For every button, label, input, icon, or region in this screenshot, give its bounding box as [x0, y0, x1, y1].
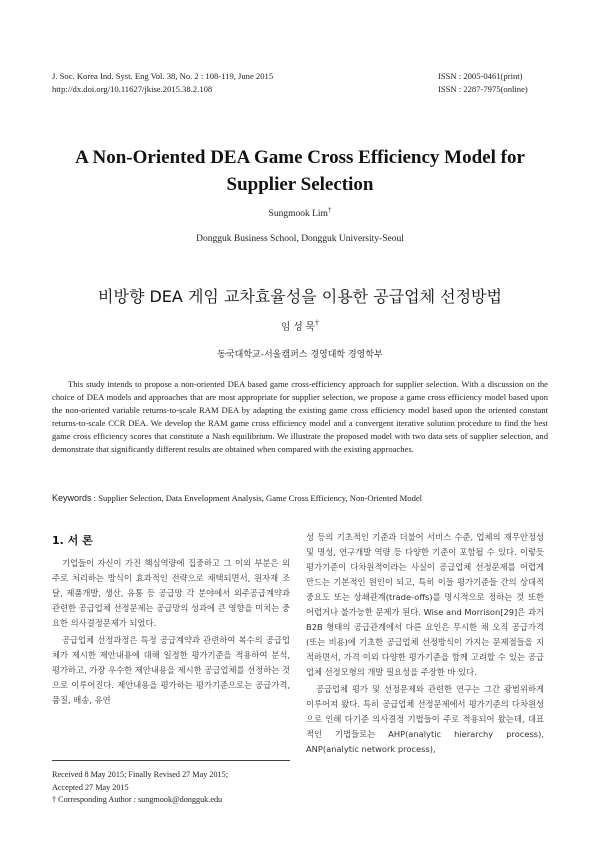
- journal-citation: J. Soc. Korea Ind. Syst. Eng Vol. 38, No. 2 : 108-119, June 2015: [52, 71, 274, 81]
- keywords: [52, 493, 548, 503]
- abstract: This study intends to propose a non-oriented DEA based game cross-efficiency approach for supplier selection. With a discussion on the choice of DEA models and approaches that are most appropriate for supplier selection, we propose a game cross efficiency model based upon the non-oriented variable returns-to-scale RAM DEA by adapting the existing game cross efficiency model based upon the oriented constant returns-to-scale CCR DEA. We develop the RAM game cross efficiency model and a convergent iterative solution procedure to find the best game cross efficiency scores that constitute a Nash equilibrium. We illustrate the proposed model with two data sets of supplier selection, and demonstrate that significantly different results are obtained when compared with the existing approaches.: [52, 379, 548, 454]
- issn-online: ISSN : 2287-7975(online): [438, 84, 528, 94]
- corresponding-author: † Corresponding Author : sungmook@dongguk.edu: [52, 795, 223, 804]
- paper-title: [40, 144, 560, 198]
- keywords-text: : Supplier Selection, Data Envelopment Analysis, Game Cross Efficiency, Non-Oriented Model: [91, 493, 423, 503]
- issn-print: ISSN : 2005-0461(print): [438, 71, 523, 81]
- korean-title: 비방향 DEA 게임 교차효율성을 이용한 공급업체 선정방법: [98, 287, 502, 306]
- right-column: [306, 530, 544, 757]
- author: [0, 206, 600, 219]
- right-paragraph-1: 성 등의 기초적인 기준과 더불어 서비스 수준, 업체의 재무안정성 및 명성, 연구개발 역량 등 다양한 기준이 포함될 수 있다. 이렇듯 평가기준이 다차원적이라는 사실이 공급업체 선정문제를 어렵게 만드는 기본적인 원인이 되고, 특히 이들 평가기준들 간의 상대적 중요도 또는 상쇄관계(trade-offs)를 명시적으로 정하는 것 또한 어렵거나 불가능한 문제가 된다. Wise and Morrison[29]은 과거 B2B 형태의 공급관계에서 다른 요인은 무시한 채 오직 공급가격(또는 비용)에 기초한 공급업체 선정방식이 가지는 문제점들을 지적하면서, 가격 이외 다양한 평가기준을 함께 고려할 수 있는 공급업체 선정모형의 개발 필요성을 주장한 바 있다.: [306, 532, 544, 677]
- received-date: Received 8 May 2015; Finally Revised 27 May 2015;: [52, 770, 229, 779]
- title-line-2: Supplier Selection: [226, 174, 374, 195]
- korean-corresponding-mark: †: [314, 318, 320, 328]
- affiliation: Dongguk Business School, Dongguk University-Seoul: [196, 234, 404, 244]
- korean-affiliation: 동국대학교-서울캠퍼스 경영대학 경영학부: [217, 350, 383, 360]
- title-line-1: A Non-Oriented DEA Game Cross Efficiency Model for: [75, 147, 525, 168]
- intro-paragraph-1: 기업들이 자신이 가진 핵심역량에 집중하고 그 이외 부분은 외주로 처리하는 방식이 효과적인 전략으로 채택되면서, 원자재 조달, 제품개발, 생산, 유통 등 공급망 각 분야에서 외주공급계약과 관련한 공급업체 선정문제는 공급망의 성과에 큰 영향을 미치는 중요한 의사결정문제가 되었다.: [52, 558, 290, 628]
- left-column: [52, 533, 290, 708]
- footnote: [52, 760, 290, 807]
- korean-author-name: 임 성 묵: [280, 322, 315, 333]
- intro-paragraph-2: 공급업체 선정과정은 특정 공급계약과 관련하여 복수의 공급업체가 제시한 제안내용에 대해 일정한 평가기준을 적용하여 분석, 평가하고, 가장 우수한 제안내용을 제시한 공급업체를 선정하는 것으로 이루어진다. 제안내용을 평가하는 평가기준으로는 공급가격, 품질, 배송, 유연: [52, 635, 290, 705]
- journal-header: [52, 70, 548, 96]
- keywords-label: Keywords: [52, 493, 92, 503]
- accepted-date: Accepted 27 May 2015: [52, 782, 129, 792]
- doi-link[interactable]: http://dx.doi.org/10.11627/jkise.2015.38.2.108: [52, 84, 213, 94]
- section-heading: 1. 서 론: [52, 534, 93, 547]
- author-name: Sungmook Lim: [268, 209, 328, 220]
- right-paragraph-2: 공급업체 평가 및 선정문제와 관련한 연구는 그간 광범위하게 이루어져 왔다. 특히 공급업체 선정문제에서 평가기준의 다차원성으로 인해 다기준 의사결정 기법들이 주로 적용되어 왔는데, 대표적인 기법들로는 AHP(analytic hierarchy process), ANP(analytic network process),: [306, 684, 544, 754]
- korean-author: [0, 318, 600, 333]
- corresponding-mark: †: [327, 206, 332, 214]
